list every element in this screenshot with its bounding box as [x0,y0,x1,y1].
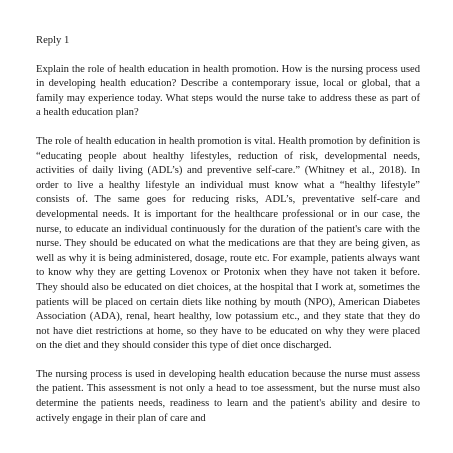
nursing-process-paragraph: The nursing process is used in developing health education because the nurse must assess the patient. This assessment is not only a head to toe assessment, but the nurse must also determine the patients needs, readiness to learn and the patient's ability and desire to actively engage in their plan of care and [36,368,420,424]
question-paragraph: Explain the role of health education in health promotion. How is the nursing process used in developing health education? Describe a contemporary issue, local or global, that a family may experience today. What steps would the nurse take to address these as part of a health education plan? [36,63,420,119]
answer-paragraph: The role of health education in health promotion is vital. Health promotion by definition is “educating people about healthy lifestyles, reduction of risk, developmental needs, activities of daily living (ADL’s) and preventive self-care.” (Whitney et al., 2018). In order to live a healthy lifestyle an individual must know what a “healthy lifestyle” consists of. The same goes for reducing risks, ADL’s, preventative self-care and developmental needs. It is important for the healthcare professional or in our case, the nurse, to educate an individual continuously for the duration of the patient's care with the nurse. They should be educated on what the medications are that they are being given, as well as why it is being administered, dosage, route etc. For example, patients always want to know why they are getting Lovenox or Protonix when they have not taken it before. They should also be educated on diet choices, at the hospital that I work at, sometimes the patients will be placed on certain diets like nothing by mouth (NPO), American Diabetes Association (ADA), renal, heart healthy, low potassium etc., and they state that they do not have diet restrictions at home, so they have to be educated on why they were placed on the diet and they should consider this type of diet once discharged. [36,135,420,352]
document-page [36,34,420,440]
document-heading: Reply 1 [36,35,70,46]
